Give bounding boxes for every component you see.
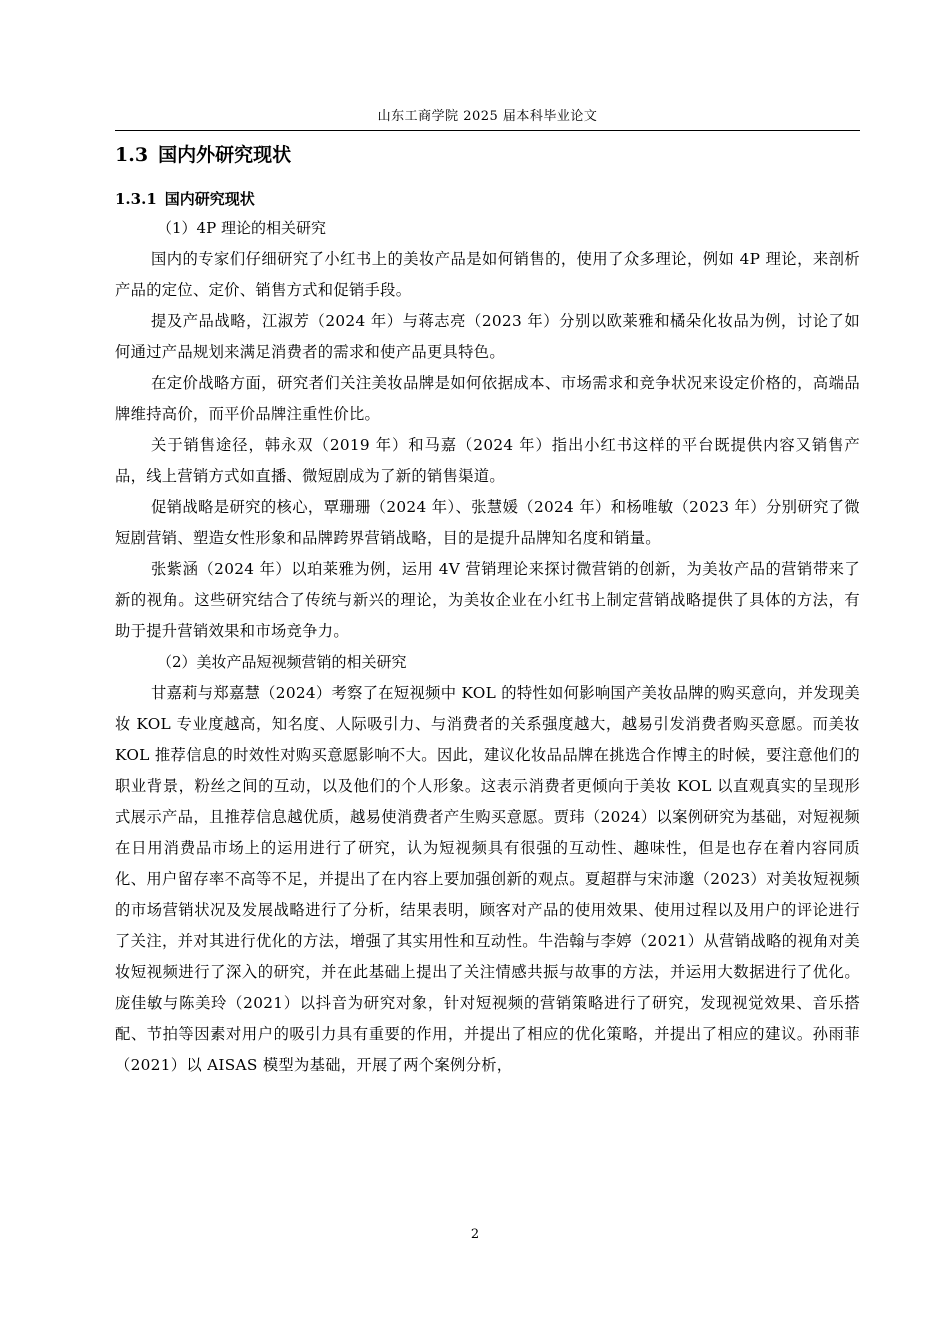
header-divider (115, 130, 860, 131)
paragraph: 张紫涵（2024 年）以珀莱雅为例，运用 4V 营销理论来探讨微营销的创新，为美妆产品的营销带来了新的视角。这些研究结合了传统与新兴的理论，为美妆企业在小红书上制定营销战略提供了具体的方法，有助于提升营销效果和市场竞争力。 (115, 560, 860, 640)
sub-item-short-video-marketing: （2）美妆产品短视频营销的相关研究 (157, 653, 407, 671)
paragraph: 甘嘉莉与郑嘉慧（2024）考察了在短视频中 KOL 的特性如何影响国产美妆品牌的购买意向，并发现美妆 KOL 专业度越高，知名度、人际吸引力、与消费者的关系强度越大，越易引发消费者购买意愿。而美妆 KOL 推荐信息的时效性对购买意愿影响不大。因此，建议化妆品品牌在挑选合作博主的时候，要注意他们的职业背景，粉丝之间的互动，以及他们的个人形象。这表示消费者更倾向于美妆 KOL 以直观真实的呈现形式展示产品，且推荐信息越优质，越易使消费者产生购买意愿。贾玮（2024）以案例研究为基础，对短视频在日用消费品市场上的运用进行了研究，认为短视频具有很强的互动性、趣味性，但是也存在着内容同质化、用户留存率不高等不足，并提出了在内容上要加强创新的观点。夏超群与宋沛邈（2023）对美妆短视频的市场营销状况及发展战略进行了分析，结果表明，顾客对产品的使用效果、使用过程以及用户的评论进行了关注，并对其进行优化的方法，增强了其实用性和互动性。牛浩翰与李婷（2021）从营销战略的视角对美妆短视频进行了深入的研究，并在此基础上提出了关注情感共振与故事的方法，并运用大数据进行了优化。庞佳敏与陈美玲（2021）以抖音为研究对象，针对短视频的营销策略进行了研究，发现视觉效果、音乐搭配、节拍等因素对用户的吸引力具有重要的作用，并提出了相应的优化策略，并提出了相应的建议。孙雨菲（2021）以 AISAS 模型为基础，开展了两个案例分析， (115, 684, 860, 1074)
page-content (115, 138, 860, 1081)
subsection-title: 国内研究现状 (164, 190, 255, 208)
paragraph: 在定价战略方面，研究者们关注美妆品牌是如何依据成本、市场需求和竞争状况来设定价格的，高端品牌维持高价，而平价品牌注重性价比。 (115, 374, 860, 423)
paragraph: 国内的专家们仔细研究了小红书上的美妆产品是如何销售的，使用了众多理论，例如 4P 理论，来剖析产品的定位、定价、销售方式和促销手段。 (115, 250, 860, 299)
paragraph: 关于销售途径，韩永双（2019 年）和马嘉（2024 年）指出小红书这样的平台既提供内容又销售产品，线上营销方式如直播、微短剧成为了新的销售渠道。 (115, 436, 860, 485)
page-number: 2 (470, 1227, 480, 1242)
paragraph: 提及产品战略，江淑芳（2024 年）与蒋志亮（2023 年）分别以欧莱雅和橘朵化妆品为例，讨论了如何通过产品规划来满足消费者的需求和使产品更具特色。 (115, 312, 860, 361)
subsection-number: 1.3.1 (115, 190, 157, 208)
section-heading (115, 138, 860, 172)
section-number: 1.3 (115, 144, 149, 166)
subsection-heading (115, 186, 860, 213)
sub-item-4p-theory: （1）4P 理论的相关研究 (157, 219, 326, 237)
paragraph: 促销战略是研究的核心，覃珊珊（2024 年）、张慧媛（2024 年）和杨唯敏（2023 年）分别研究了微短剧营销、塑造女性形象和品牌跨界营销战略，目的是提升品牌知名度和销量。 (115, 498, 860, 547)
page-header: 山东工商学院 2025 届本科毕业论文 (377, 109, 598, 124)
section-title: 国内外研究现状 (158, 144, 292, 166)
